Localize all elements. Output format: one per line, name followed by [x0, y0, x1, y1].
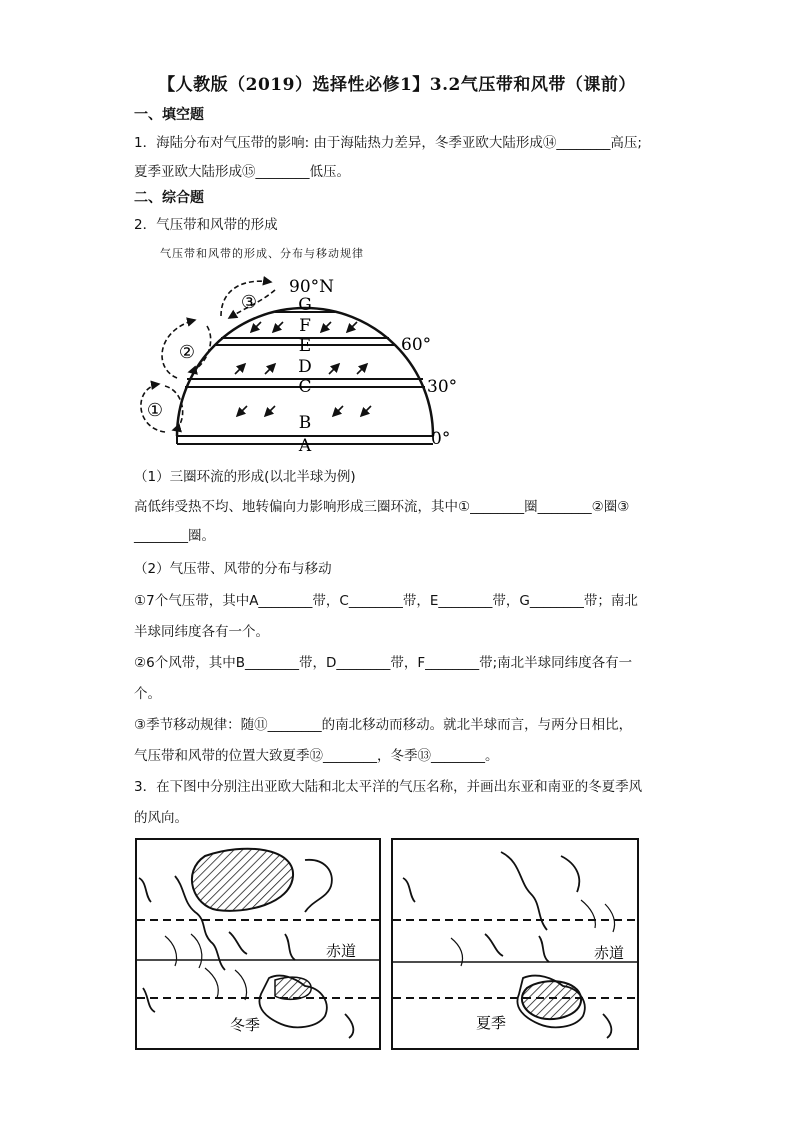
q2-p2-a2: 半球同纬度各有一个。 — [134, 624, 269, 640]
circle-2-label: ② — [178, 342, 196, 363]
q2-p1-head: （1）三圈环流的形成(以北半球为例) — [134, 469, 356, 485]
map-winter — [135, 838, 381, 1050]
lat60-label: 60° — [401, 335, 432, 355]
q1-line1: 1．海陆分布对气压带的影响: 由于海陆热力差异，冬季亚欧大陆形成⑭________高压; — [134, 135, 642, 151]
q2-p2-head: （2）气压带、风带的分布与移动 — [134, 561, 332, 577]
asia-high-pressure — [192, 849, 293, 911]
australia-low-pressure — [275, 977, 311, 999]
belt-label-a: A — [298, 436, 312, 456]
circle-1-label: ① — [146, 400, 164, 421]
belt-label-c: C — [298, 377, 312, 397]
pole-label: 90°N — [289, 277, 335, 297]
q2-p2-c2: 气压带和风带的位置大致夏季⑫________，冬季⑬________。 — [134, 748, 499, 764]
belt-label-b: B — [298, 413, 312, 433]
circle-3-label: ③ — [240, 292, 258, 313]
q2-p2-a1: ①7个气压带，其中A________带，C________带，E________带，G________带；南北 — [134, 593, 638, 609]
australia-high-pressure — [522, 981, 581, 1019]
equator-label-right: 赤道 — [593, 944, 625, 962]
diagram-caption: 气压带和风带的形成、分布与移动规律 — [160, 247, 364, 260]
belt-label-d: D — [298, 357, 312, 377]
q2-p2-b1: ②6个风带，其中B________带，D________带，F________带;南北半球同纬度各有一 — [134, 655, 633, 671]
season-label-winter: 冬季 — [229, 1016, 261, 1034]
q2-p2-b2: 个。 — [134, 686, 161, 702]
q2-intro: 2．气压带和风带的形成 — [134, 217, 278, 233]
season-label-summer: 夏季 — [475, 1014, 507, 1032]
q3-line2: 的风向。 — [134, 810, 188, 826]
pressure-belt-diagram — [125, 268, 465, 458]
section-fill-blank: 一、填空题 — [134, 107, 204, 123]
q1-line2: 夏季亚欧大陆形成⑮________低压。 — [134, 164, 350, 180]
section-comprehensive: 二、综合题 — [134, 190, 204, 206]
map-summer — [391, 838, 639, 1050]
belt-label-g: G — [298, 295, 312, 315]
q2-p1-line1: 高低纬受热不均、地转偏向力影响形成三圈环流，其中①________圈________②圈③ — [134, 499, 630, 515]
lat0-label: 0° — [431, 429, 451, 449]
q2-p1-line2: ________圈。 — [134, 528, 215, 544]
q2-p2-c1: ③季节移动规律：随⑪________的南北移动而移动。就北半球而言，与两分日相比， — [134, 717, 633, 733]
belt-label-e: E — [298, 336, 312, 356]
q3-line1: 3．在下图中分别注出亚欧大陆和北太平洋的气压名称，并画出东亚和南亚的冬夏季风 — [134, 779, 643, 795]
belt-label-f: F — [299, 316, 311, 336]
equator-label-left: 赤道 — [325, 942, 357, 960]
page-title: 【人教版（2019）选择性必修1】3.2气压带和风带（课前） — [158, 75, 636, 95]
lat30-label: 30° — [427, 377, 458, 397]
